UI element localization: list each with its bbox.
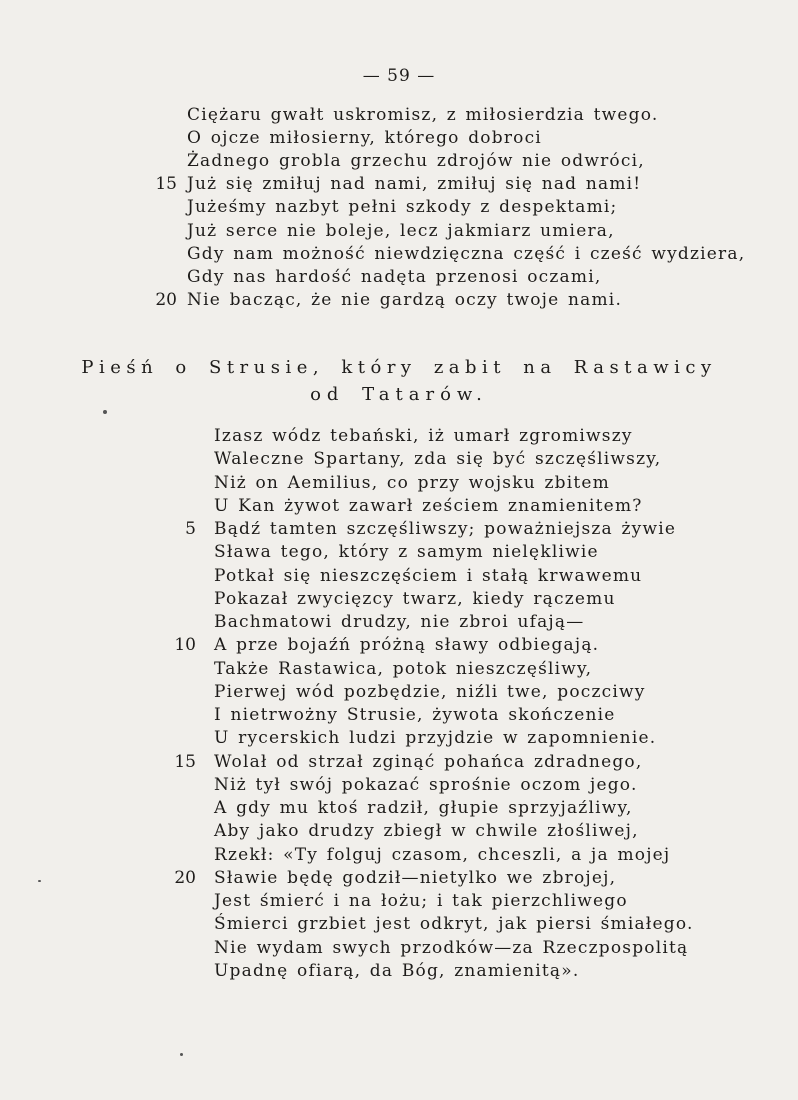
verse-line: Bądź tamten szczęśliwszy; poważniejsza żywie xyxy=(214,519,677,539)
verse-line: Jest śmierć i na łożu; i tak pierzchliwego xyxy=(214,891,628,911)
verse-line: Sława tego, który z samym nielękliwie xyxy=(214,542,599,563)
verse-line: Gdy nas hardość nadęta przenosi oczami, xyxy=(187,266,602,287)
poem-title-line2: od Tatarów. xyxy=(310,384,488,405)
verse-line: Ciężaru gwałt uskromisz, z miłosierdzia twego. xyxy=(187,105,659,125)
line-number: 15 xyxy=(174,751,196,772)
poem-title-line1: Pieśń o Strusie, który zabit na Rastawicy xyxy=(81,357,717,378)
verse-line: Niż on Aemilius, co przy wojsku zbitem xyxy=(214,472,610,493)
line-number: 10 xyxy=(174,635,196,656)
page-number: — 59 — xyxy=(362,66,436,86)
verse-line: Izasz wódz tebański, iż umarł zgromiwszy xyxy=(214,426,633,446)
verse-line: I nietrwożny Strusie, żywota skończenie xyxy=(214,705,616,725)
verse-line: Rzekł: «Ty folguj czasom, chceszli, a ja mojej xyxy=(214,844,671,865)
verse-line: Pierwej wód pozbędzie, niźli twe, poczciwy xyxy=(214,681,646,702)
verse-line: Nie bacząc, że nie gardzą oczy twoje nami. xyxy=(187,289,623,310)
scan-speck xyxy=(103,410,107,414)
verse-line: Jużeśmy nazbyt pełni szkody z despektami; xyxy=(187,197,618,218)
line-number: 15 xyxy=(155,174,177,195)
verse-line: Wolał od strzał zginąć pohańca zdradnego, xyxy=(214,751,643,772)
verse-line: O ojcze miłosierny, którego dobroci xyxy=(187,128,542,149)
verse-line: Sławie będę godził—nietylko we zbrojej, xyxy=(214,867,617,888)
verse-line: Gdy nam możność niewdzięczna część i cześć wydziera, xyxy=(187,243,746,264)
verse-line: U Kan żywot zawarł ześciem znamienitem? xyxy=(214,495,643,516)
line-number: 20 xyxy=(155,289,177,310)
scan-speck xyxy=(180,1053,183,1056)
verse-line: Potkał się nieszczęściem i stałą krwawemu xyxy=(214,565,643,586)
verse-line: Upadnę ofiarą, da Bóg, znamienitą». xyxy=(214,960,580,981)
line-number: 5 xyxy=(185,519,196,539)
verse-line: A prze bojaźń próżną sławy odbiegają. xyxy=(214,635,600,656)
verse-line: Bachmatowi drudzy, nie zbroi ufają— xyxy=(214,612,585,632)
verse-line: Niż tył swój pokazać sprośnie oczom jego. xyxy=(214,774,638,795)
verse-line: U rycerskich ludzi przyjdzie w zapomnienie. xyxy=(214,728,657,749)
verse-line: Aby jako drudzy zbiegł w chwile złośliwej, xyxy=(214,821,639,842)
verse-line: Już serce nie boleje, lecz jakmiarz umiera, xyxy=(187,220,615,241)
verse-line: Pokazał zwycięzcy twarz, kiedy rączemu xyxy=(214,588,616,609)
verse-line: Nie wydam swych przodków—za Rzeczpospolitą xyxy=(214,937,689,958)
verse-line: Śmierci grzbiet jest odkryt, jak piersi śmiałego. xyxy=(214,914,694,935)
line-number: 20 xyxy=(174,867,196,888)
verse-line: A gdy mu ktoś radził, głupie sprzyjaźliwy, xyxy=(214,798,633,818)
scan-speck xyxy=(38,880,41,882)
verse-line: Także Rastawica, potok nieszczęśliwy, xyxy=(214,658,593,679)
verse-line: Waleczne Spartany, zda się być szczęśliwszy, xyxy=(214,449,662,470)
verse-line: Już się zmiłuj nad nami, zmiłuj się nad nami! xyxy=(187,174,642,195)
verse-line: Żadnego grobla grzechu zdrojów nie odwróci, xyxy=(187,151,645,172)
